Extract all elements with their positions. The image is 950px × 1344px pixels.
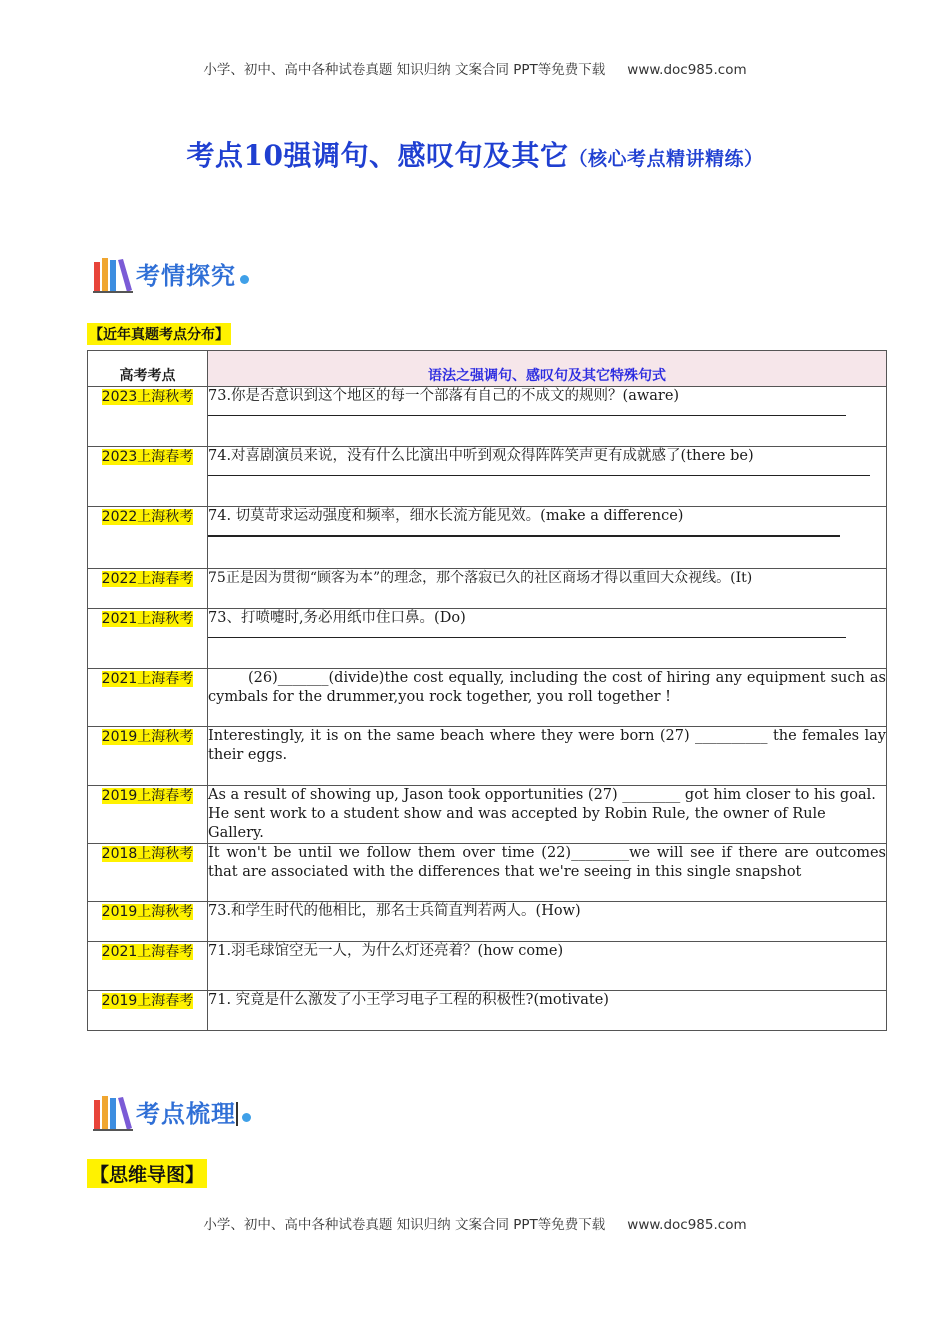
table-row: [88, 387, 887, 447]
page-title: [0, 134, 950, 174]
exam-distribution-table: [87, 350, 887, 1031]
row-year: 2018上海秋考: [101, 846, 194, 862]
table-row: [88, 902, 887, 942]
table-row: [88, 991, 887, 1031]
page-footer: [0, 1213, 950, 1233]
answer-line: [208, 535, 840, 537]
row-question: 71. 究竟是什么激发了小王学习电子工程的积极性?(motivate): [208, 992, 609, 1008]
header-text: 小学、初中、高中各种试卷真题 知识归纳 文案合同 PPT等免费下载: [203, 62, 606, 78]
section-exam-trends: [92, 248, 249, 294]
row-question: 73、打喷嚏时,务必用纸巾住口鼻。(Do): [208, 610, 466, 626]
row-year: 2022上海春考: [101, 571, 194, 587]
row-year: 2019上海春考: [101, 788, 194, 804]
logo-dot-icon: [240, 275, 249, 284]
table-row: [88, 786, 887, 844]
row-question: Interestingly, it is on the same beach where they were born (27) __________ the females lay their eggs.: [208, 728, 886, 763]
row-year: 2022上海秋考: [101, 509, 194, 525]
table-header-topic: 高考考点: [88, 351, 208, 387]
row-year: 2021上海春考: [101, 671, 194, 687]
row-question: 73.和学生时代的他相比，那名士兵简直判若两人。(How): [208, 903, 581, 919]
row-year: 2023上海春考: [101, 449, 194, 465]
row-question: 74. 切莫苛求运动强度和频率，细水长流方能见效。(make a difference): [208, 508, 684, 524]
text-cursor-icon: [236, 1102, 238, 1126]
row-year: 2019上海春考: [101, 993, 194, 1009]
row-question: 75正是因为贯彻“顾客为本”的理念，那个落寂已久的社区商场才得以重回大众视线。(It): [208, 570, 753, 586]
row-year: 2019上海秋考: [101, 904, 194, 920]
row-year: 2021上海秋考: [101, 611, 194, 627]
header-url[interactable]: www.doc985.com: [627, 62, 747, 78]
row-question: 73.你是否意识到这个地区的每一个部落有自己的不成文的规则？(aware): [208, 388, 680, 404]
table-row: [88, 507, 887, 569]
row-question: 71.羽毛球馆空无一人，为什么灯还亮着？(how come): [208, 943, 564, 959]
row-question: It won't be until we follow them over time (22)________we will see if there are outcomes that are associated with the differences that we're seeing in this single snapshot: [208, 845, 886, 880]
mind-map-tag: 【思维导图】: [87, 1159, 207, 1188]
page-title-main: 考点10强调句、感叹句及其它: [186, 139, 569, 172]
row-question: 74.对喜剧演员来说，没有什么比演出中听到观众得阵阵笑声更有成就感了(there be): [208, 448, 754, 464]
footer-url[interactable]: www.doc985.com: [627, 1217, 747, 1233]
section-key-points-label: 考点梳理: [136, 1100, 236, 1128]
distribution-tag: 【近年真题考点分布】: [87, 323, 231, 345]
section-exam-trends-label: 考情探究: [136, 262, 236, 290]
answer-line: [208, 637, 846, 638]
table-row: [88, 669, 887, 727]
row-year: 2021上海春考: [101, 944, 194, 960]
answer-line: [208, 415, 846, 416]
row-year: 2023上海秋考: [101, 389, 194, 405]
table-row: [88, 569, 887, 609]
footer-text: 小学、初中、高中各种试卷真题 知识归纳 文案合同 PPT等免费下载: [203, 1217, 606, 1233]
row-year: 2019上海秋考: [101, 729, 194, 745]
table-row: [88, 942, 887, 991]
books-icon: [92, 254, 134, 294]
page-title-sub: （核心考点精讲精练）: [568, 148, 764, 170]
table-header-grammar: 语法之强调句、感叹句及其它特殊句式: [208, 351, 887, 387]
table-row: [88, 844, 887, 902]
row-question: As a result of showing up, Jason took opportunities (27) ________ got him closer to his goal. He sent work to a student show and was accepted by Robin Rule, the owner of Rule Gallery.: [208, 787, 876, 841]
table-row: [88, 609, 887, 669]
row-question: (26)_______(divide)the cost equally, including the cost of hiring any equipment such as cymbals for the drummer,you rock together, you roll together !: [208, 670, 886, 705]
section-key-points: [92, 1086, 251, 1132]
answer-line: [208, 475, 870, 476]
table-row: [88, 447, 887, 507]
logo-dot-icon: [242, 1113, 251, 1122]
table-row: [88, 727, 887, 786]
page-header: [0, 58, 950, 78]
books-icon: [92, 1092, 134, 1132]
